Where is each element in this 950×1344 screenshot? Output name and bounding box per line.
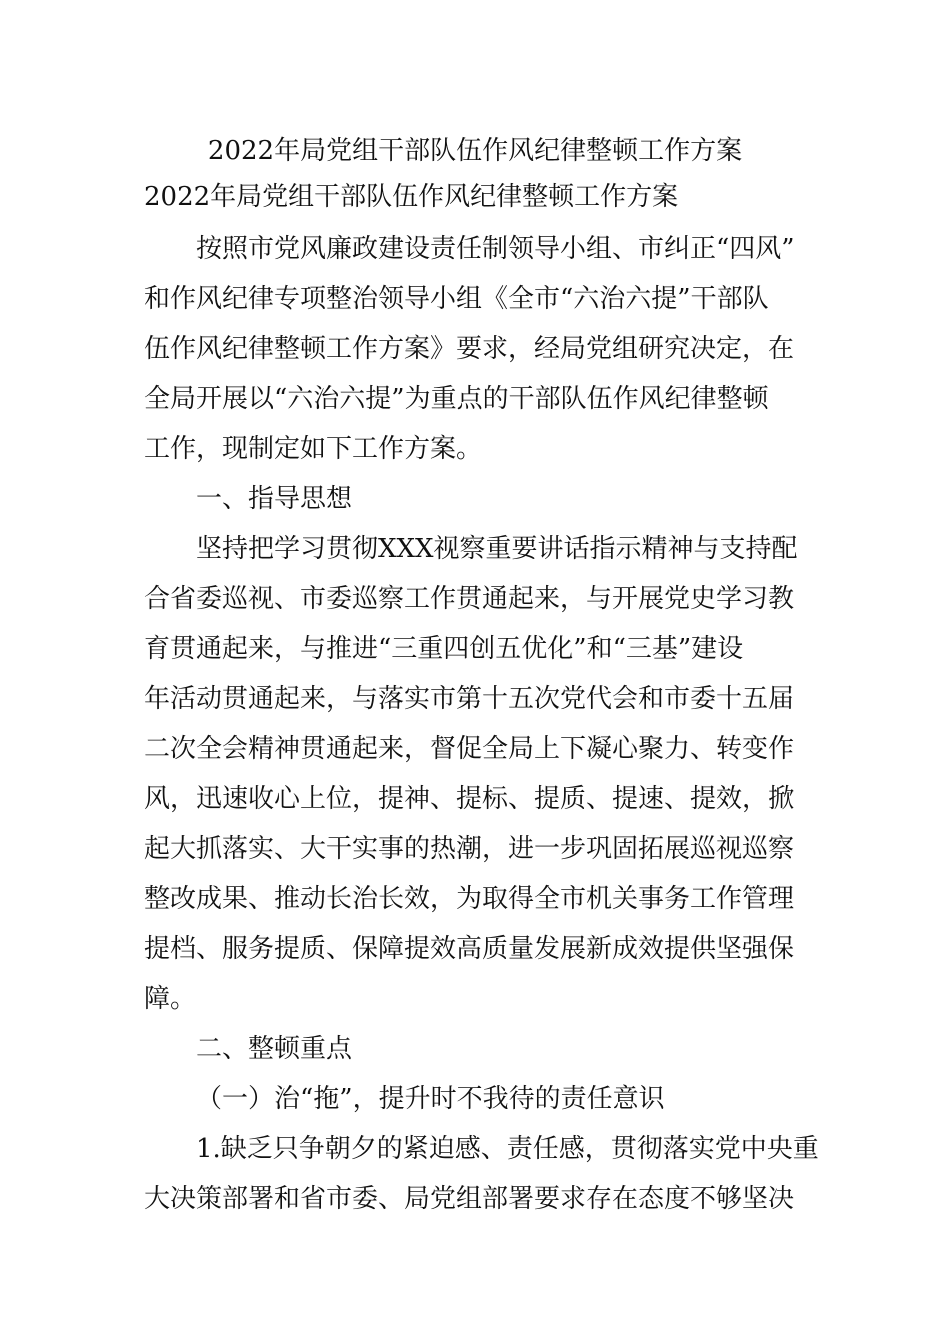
document-subtitle: 2022年局党组干部队伍作风纪律整顿工作方案 — [144, 182, 679, 212]
item-paragraph-1 — [144, 1124, 819, 1224]
intro-line: 全局开展以“六治六提”为重点的干部队伍作风纪律整顿 — [144, 384, 769, 414]
paragraph-line: 二次全会精神贯通起来，督促全局上下凝心聚力、转变作 — [144, 734, 795, 764]
paragraph-line: 整改成果、推动长治长效，为取得全市机关事务工作管理 — [144, 884, 795, 914]
paragraph-line: 风，迅速收心上位，提神、提标、提质、提速、提效，掀 — [144, 784, 795, 814]
paragraph-line: 起大抓落实、大干实事的热潮，进一步巩固拓展巡视巡察 — [144, 834, 795, 864]
section-heading-guiding-ideology: 一、指导思想 — [196, 484, 353, 514]
intro-paragraph — [144, 224, 806, 474]
paragraph-line: 合省委巡视、市委巡察工作贯通起来，与开展党史学习教 — [144, 584, 795, 614]
paragraph-line: 年活动贯通起来，与落实市第十五次党代会和市委十五届 — [144, 684, 795, 714]
guiding-ideology-paragraph — [144, 524, 806, 1024]
document-title: 2022年局党组干部队伍作风纪律整顿工作方案 — [207, 136, 743, 166]
paragraph-line: 大决策部署和省市委、局党组部署要求存在态度不够坚决 — [144, 1184, 795, 1214]
intro-line: 和作风纪律专项整治领导小组《全市“六治六提”干部队 — [144, 284, 769, 314]
document-body — [144, 128, 819, 1224]
intro-line: 伍作风纪律整顿工作方案》要求，经局党组研究决定，在 — [144, 334, 795, 364]
paragraph-line: 障。 — [144, 984, 197, 1014]
subsection-heading-procrastination: （一）治“拖”，提升时不我待的责任意识 — [196, 1084, 665, 1114]
intro-line: 工作，现制定如下工作方案。 — [144, 434, 483, 464]
intro-line: 按照市党风廉政建设责任制领导小组、市纠正“四风” — [196, 234, 795, 264]
paragraph-line: 1.缺乏只争朝夕的紧迫感、责任感，贯彻落实党中央重 — [196, 1134, 819, 1164]
paragraph-line: 育贯通起来，与推进“三重四创五优化”和“三基”建设 — [144, 634, 744, 664]
paragraph-line: 提档、服务提质、保障提效高质量发展新成效提供坚强保 — [144, 934, 795, 964]
paragraph-line: 坚持把学习贯彻XXX视察重要讲话指示精神与支持配 — [196, 534, 798, 564]
section-heading-rectification-focus: 二、整顿重点 — [196, 1034, 353, 1064]
